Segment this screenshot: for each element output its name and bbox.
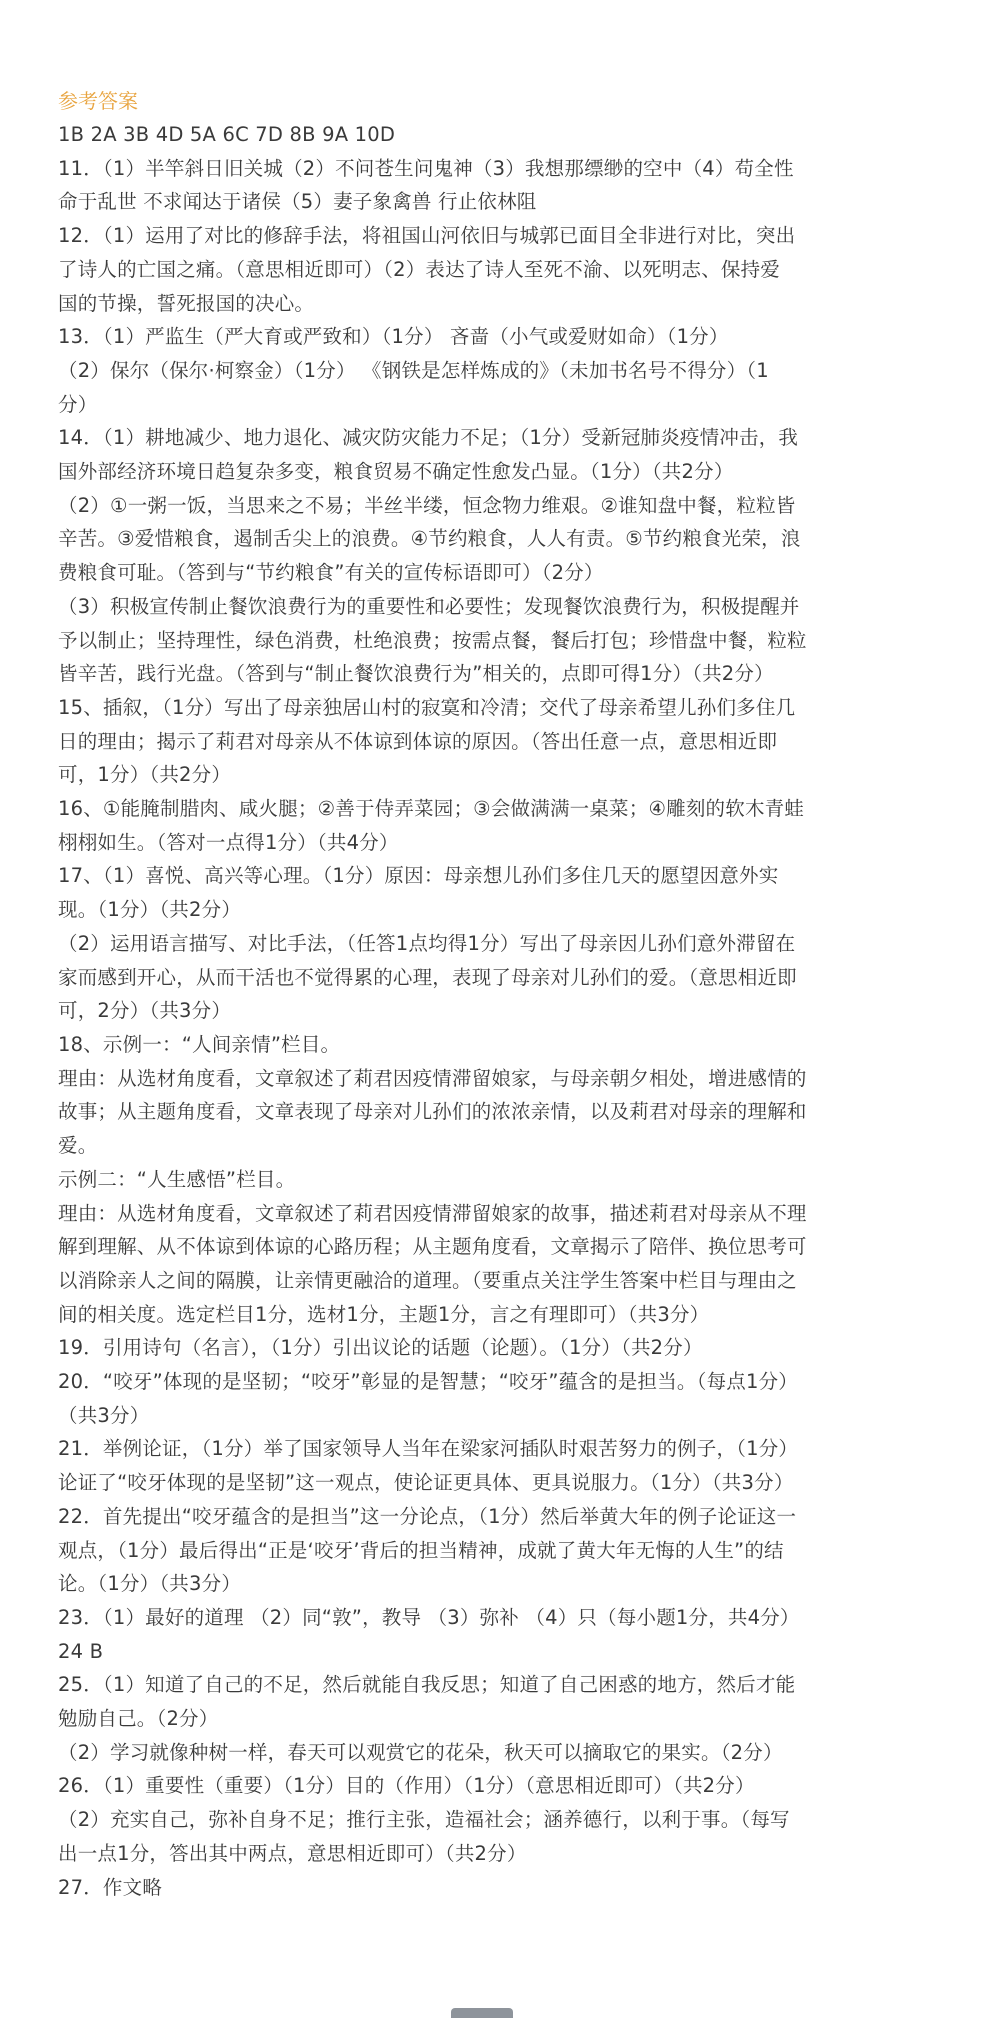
answer-line: 皆辛苦，践行光盘。（答到与“制止餐饮浪费行为”相关的，点即可得1分）（共2分） <box>58 662 774 686</box>
answer-line: 分） <box>58 392 98 416</box>
answer-line: 了诗人的亡国之痛。（意思相近即可）（2）表达了诗人至死不渝、以死明志、保持爱 <box>58 257 781 281</box>
answer-line: 予以制止；坚持理性，绿色消费，杜绝浪费；按需点餐，餐后打包；珍惜盘中餐，粒粒 <box>58 628 807 652</box>
scroll-tab[interactable] <box>451 2008 513 2018</box>
answer-heading: 参考答案 <box>58 89 138 113</box>
answer-line: 可，2分）（共3分） <box>58 999 232 1023</box>
answer-line: （2）充实自己，弥补自身不足；推行主张，造福社会；涵养德行，以利于事。（每写 <box>58 1808 790 1832</box>
answer-line: 26．（1）重要性（重要）（1分）目的（作用）（1分）（意思相近即可）（共2分） <box>58 1774 755 1798</box>
answer-line: 爱。 <box>58 1134 98 1158</box>
answer-line: 11．（1）半竿斜日旧关城（2）不问苍生问鬼神（3）我想那缥缈的空中（4）苟全性 <box>58 156 794 180</box>
answer-line: 解到理解、从不体谅到体谅的心路历程；从主题角度看，文章揭示了陪伴、换位思考可 <box>58 1235 807 1259</box>
answer-line: 论。（1分）（共3分） <box>58 1572 242 1596</box>
answer-line: 24 B <box>58 1639 104 1663</box>
answer-line: 27．作文略 <box>58 1875 163 1899</box>
answer-line: 16、①能腌制腊肉、咸火腿；②善于侍弄菜园；③会做满满一桌菜；④雕刻的软木青蛙 <box>58 797 805 821</box>
answer-line: 国的节操，誓死报国的决心。 <box>58 291 315 315</box>
answer-line: 出一点1分，答出其中两点，意思相近即可）（共2分） <box>58 1841 527 1865</box>
answer-line: 费粮食可耻。（答到与“节约粮食”有关的宣传标语即可）（2分） <box>58 561 604 585</box>
answer-line: 理由：从选材角度看，文章叙述了莉君因疫情滞留娘家，与母亲朝夕相处，增进感情的 <box>58 1066 807 1090</box>
answer-line: 国外部经济环境日趋复杂多变，粮食贸易不确定性愈发凸显。（1分）（共2分） <box>58 460 734 484</box>
answer-lines <box>58 118 908 1904</box>
answer-line: （3）积极宣传制止餐饮浪费行为的重要性和必要性；发现餐饮浪费行为，积极提醒并 <box>58 594 800 618</box>
answer-line: 21．举例论证，（1分）举了国家领导人当年在梁家河插队时艰苦努力的例子，（1分） <box>58 1437 799 1461</box>
answer-line: 故事；从主题角度看，文章表现了母亲对儿孙们的浓浓亲情，以及莉君对母亲的理解和 <box>58 1100 807 1124</box>
answer-line: 观点，（1分）最后得出“正是‘咬牙’背后的担当精神，成就了黄大年无悔的人生”的结 <box>58 1538 784 1562</box>
answer-line: 栩栩如生。（答对一点得1分）（共4分） <box>58 830 399 854</box>
answer-line: （2）学习就像种树一样，春天可以观赏它的花朵，秋天可以摘取它的果实。（2分） <box>58 1740 783 1764</box>
answer-line: （2）保尔（保尔·柯察金）（1分） 《钢铁是怎样炼成的》（未加书名号不得分）（1 <box>58 358 769 382</box>
answer-line: 日的理由；揭示了莉君对母亲从不体谅到体谅的原因。（答出任意一点，意思相近即 <box>58 729 778 753</box>
answer-document <box>58 84 908 1904</box>
answer-line: 22．首先提出“咬牙蕴含的是担当”这一分论点，（1分）然后举黄大年的例子论证这一 <box>58 1504 797 1528</box>
answer-line: 15、插叙，（1分）写出了母亲独居山村的寂寞和冷清；交代了母亲希望儿孙们多住几 <box>58 695 796 719</box>
answer-line: （2）①一粥一饭，当思来之不易；半丝半缕，恒念物力维艰。②谁知盘中餐，粒粒皆 <box>58 493 796 517</box>
answer-line: 可，1分）（共2分） <box>58 763 232 787</box>
answer-line: 23．（1）最好的道理 （2）同“敦”，教导 （3）弥补 （4）只（每小题1分，共4分） <box>58 1605 800 1629</box>
answer-line: 20．“咬牙”体现的是坚韧；“咬牙”彰显的是智慧；“咬牙”蕴含的是担当。（每点1分） <box>58 1370 798 1394</box>
answer-line: 17、（1）喜悦、高兴等心理。（1分）原因：母亲想儿孙们多住几天的愿望因意外实 <box>58 864 779 888</box>
answer-line: 论证了“咬牙体现的是坚韧”这一观点，使论证更具体、更具说服力。（1分）（共3分） <box>58 1471 794 1495</box>
answer-line: 勉励自己。（2分） <box>58 1707 219 1731</box>
answer-line: 12．（1）运用了对比的修辞手法，将祖国山河依旧与城郭已面目全非进行对比，突出 <box>58 224 796 248</box>
answer-line: 命于乱世 不求闻达于诸侯（5）妻子象禽兽 行止依林阻 <box>58 190 537 214</box>
answer-line: 间的相关度。选定栏目1分，选材1分，主题1分，言之有理即可）（共3分） <box>58 1302 710 1326</box>
answer-line: 19．引用诗句（名言），（1分）引出议论的话题（论题）。（1分）（共2分） <box>58 1336 703 1360</box>
answer-line: （共3分） <box>58 1403 150 1427</box>
answer-line: 示例二：“人生感悟”栏目。 <box>58 1167 296 1191</box>
answer-line: 现。（1分）（共2分） <box>58 898 242 922</box>
answer-line: 辛苦。③爱惜粮食，遏制舌尖上的浪费。④节约粮食，人人有责。⑤节约粮食光荣，浪 <box>58 527 801 551</box>
answer-line: 13．（1）严监生（严大育或严致和）（1分） 吝啬（小气或爱财如命）（1分） <box>58 325 729 349</box>
answer-line: （2）运用语言描写、对比手法，（任答1点均得1分）写出了母亲因儿孙们意外滞留在 <box>58 931 796 955</box>
answer-line: 25．（1）知道了自己的不足，然后就能自我反思；知道了自己困惑的地方，然后才能 <box>58 1673 796 1697</box>
answer-line: 家而感到开心，从而干活也不觉得累的心理，表现了母亲对儿孙们的爱。（意思相近即 <box>58 965 797 989</box>
answer-line: 以消除亲人之间的隔膜，让亲情更融洽的道理。（要重点关注学生答案中栏目与理由之 <box>58 1268 797 1292</box>
answer-line: 1B 2A 3B 4D 5A 6C 7D 8B 9A 10D <box>58 123 396 146</box>
answer-line: 理由：从选材角度看，文章叙述了莉君因疫情滞留娘家的故事，描述莉君对母亲从不理 <box>58 1201 807 1225</box>
answer-line: 14．（1）耕地减少、地力退化、减灾防灾能力不足；（1分）受新冠肺炎疫情冲击，我 <box>58 426 799 450</box>
answer-line: 18、示例一：“人间亲情”栏目。 <box>58 1032 341 1056</box>
